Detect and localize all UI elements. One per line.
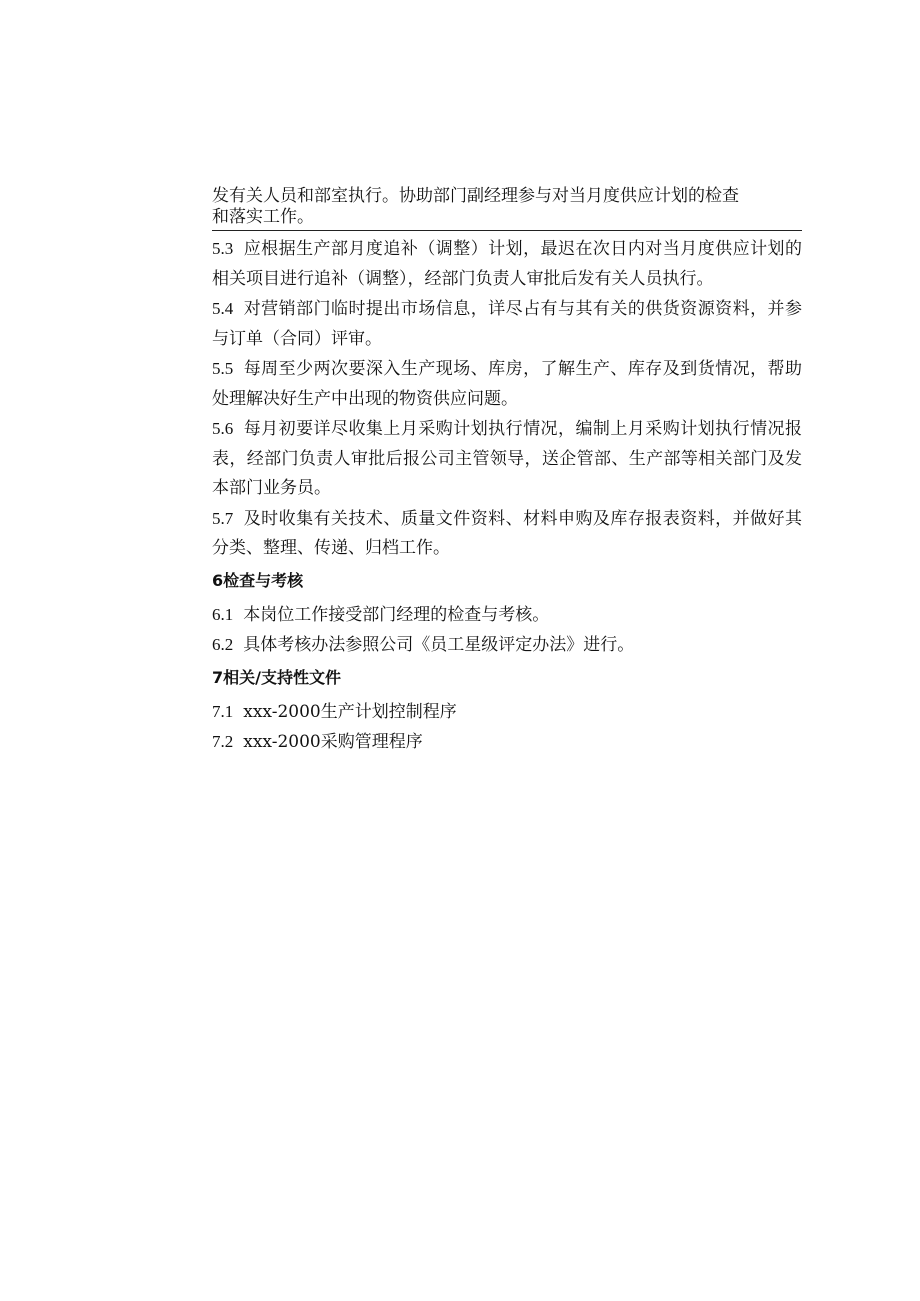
clause-5-5 xyxy=(212,354,802,414)
clause-5-3 xyxy=(212,234,802,294)
clause-5-7 xyxy=(212,504,802,564)
clause-text: 对营销部门临时提出市场信息，详尽占有与其有关的供货资源资料，并参与订单（合同）评审。 xyxy=(212,299,802,349)
clause-number: 5.6 xyxy=(212,419,234,438)
clause-number: 5.7 xyxy=(212,508,234,528)
clause-text: xxx-2000生产计划控制程序 xyxy=(243,701,457,722)
clause-7-2 xyxy=(212,727,802,758)
clause-6-1 xyxy=(212,600,802,631)
clause-number: 5.5 xyxy=(212,359,234,378)
clause-number: 5.4 xyxy=(212,299,234,318)
clause-text: 具体考核办法参照公司《员工星级评定办法》进行。 xyxy=(243,635,635,655)
clause-text: 每月初要详尽收集上月采购计划执行情况，编制上月采购计划执行情况报表，经部门负责人审批后报公司主管领导，送企管部、生产部等相关部门及发本部门业务员。 xyxy=(212,419,802,498)
continuation-paragraph xyxy=(212,186,802,231)
continuation-line-2: 和落实工作。 xyxy=(212,207,314,227)
clause-number: 5.3 xyxy=(212,239,234,258)
clause-text: 本岗位工作接受部门经理的检查与考核。 xyxy=(243,604,550,625)
continuation-line-1: 发有关人员和部室执行。协助部门副经理参与对当月度供应计划的检查 xyxy=(212,186,739,206)
section-6-heading: 6检查与考核 xyxy=(212,570,304,590)
clause-5-6 xyxy=(212,414,802,504)
clause-number: 6.1 xyxy=(212,604,234,624)
clause-text: 及时收集有关技术、质量文件资料、材料申购及库存报表资料，并做好其分类、整理、传递、归档工作。 xyxy=(212,508,802,558)
clause-7-1 xyxy=(212,697,802,728)
section-7-heading: 7相关/支持性文件 xyxy=(212,667,341,687)
clause-text: xxx-2000采购管理程序 xyxy=(243,732,423,752)
clause-text: 应根据生产部月度追补（调整）计划，最迟在次日内对当月度供应计划的相关项目进行追补（调整），经部门负责人审批后发有关人员执行。 xyxy=(212,239,802,289)
clause-number: 7.2 xyxy=(212,732,234,751)
clause-6-2 xyxy=(212,630,802,661)
document-page xyxy=(212,186,802,758)
clause-number: 7.1 xyxy=(212,701,234,721)
clause-5-4 xyxy=(212,294,802,354)
clause-text: 每周至少两次要深入生产现场、库房，了解生产、库存及到货情况，帮助处理解决好生产中出现的物资供应问题。 xyxy=(212,359,802,409)
clause-number: 6.2 xyxy=(212,635,234,654)
